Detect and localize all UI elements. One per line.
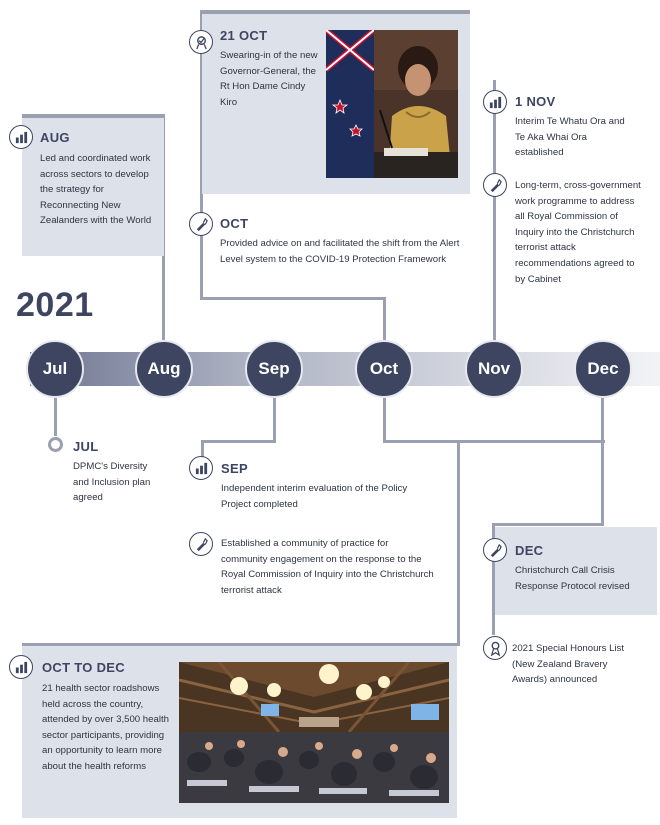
event-nov-b-text: Long-term, cross-government work programme to address all Royal Commission of Inquiry into the Christchurch terrorist attack recommendations agreed to by Cabinet (515, 180, 641, 285)
event-jul-date: JUL (73, 439, 99, 454)
month-oct: Oct (355, 340, 413, 398)
connector-dec-h (492, 523, 604, 526)
event-21oct-text: Swearing-in of the new Governor-General, the Rt Hon Dame Cindy Kiro (220, 50, 318, 108)
event-aug-text: Led and coordinated work across sectors to develop the strategy for Reconnecting New Zealanders with the World (40, 153, 152, 227)
timeline-band (30, 352, 660, 386)
connector-sep-v (273, 396, 276, 442)
connector-jul-v (54, 396, 57, 436)
event-sep-text: Independent interim evaluation of the Policy Project completed (221, 483, 408, 510)
event-octdec-date: OCT TO DEC (42, 660, 125, 675)
advice-icon (483, 538, 507, 562)
event-dec-text: Christchurch Call Crisis Response Protocol revised (515, 565, 630, 592)
event-sep-b-text: Established a community of practice for community engagement on the response to the Royal Commission of Inquiry into the Christchurch terrorist attack (221, 538, 434, 596)
event-1nov-date: 1 NOV (515, 94, 556, 109)
chart-icon (9, 125, 33, 149)
event-oct-date: OCT (220, 216, 249, 231)
governor-general-photo (326, 30, 458, 178)
ceremony-icon (189, 30, 213, 54)
award-icon (483, 636, 507, 660)
event-21oct-date: 21 OCT (220, 28, 268, 43)
connector-nov-v (493, 80, 496, 342)
connector-oct-h (200, 297, 386, 300)
roadshow-photo (179, 662, 449, 803)
month-aug: Aug (135, 340, 193, 398)
chart-icon (189, 456, 213, 480)
year-label: 2021 (16, 286, 94, 324)
event-sep-date: SEP (221, 461, 248, 476)
event-oct-text: Provided advice on and facilitated the shift from the Alert Level system to the COVID-19 Protection Framework (220, 238, 460, 265)
event-aug-date: AUG (40, 130, 70, 145)
connector-octdec-v (457, 440, 460, 646)
advice-icon (483, 173, 507, 197)
connector-oct-v (383, 297, 386, 342)
advice-icon (189, 212, 213, 236)
month-dec: Dec (574, 340, 632, 398)
event-1nov-text: Interim Te Whatu Ora and Te Aka Whai Ora established (515, 116, 625, 159)
advice-icon (189, 532, 213, 556)
chart-icon (483, 90, 507, 114)
month-sep: Sep (245, 340, 303, 398)
connector-sep-h (201, 440, 276, 443)
event-dec-date: DEC (515, 543, 544, 558)
event-dec-b-text: 2021 Special Honours List (New Zealand Bravery Awards) announced (512, 643, 624, 686)
event-jul-text: DPMC's Diversity and Inclusion plan agreed (73, 461, 151, 504)
connector-dec-v (601, 396, 604, 526)
chart-icon (9, 655, 33, 679)
connector-octdn-v (383, 396, 386, 442)
month-nov: Nov (465, 340, 523, 398)
event-octdec-text: 21 health sector roadshows held across the country, attended by over 3,500 health sector participants, providing an opportunity to learn more about the health reforms (42, 683, 169, 772)
month-jul: Jul (26, 340, 84, 398)
jul-dot (48, 437, 63, 452)
connector-octdn-h (383, 440, 605, 443)
